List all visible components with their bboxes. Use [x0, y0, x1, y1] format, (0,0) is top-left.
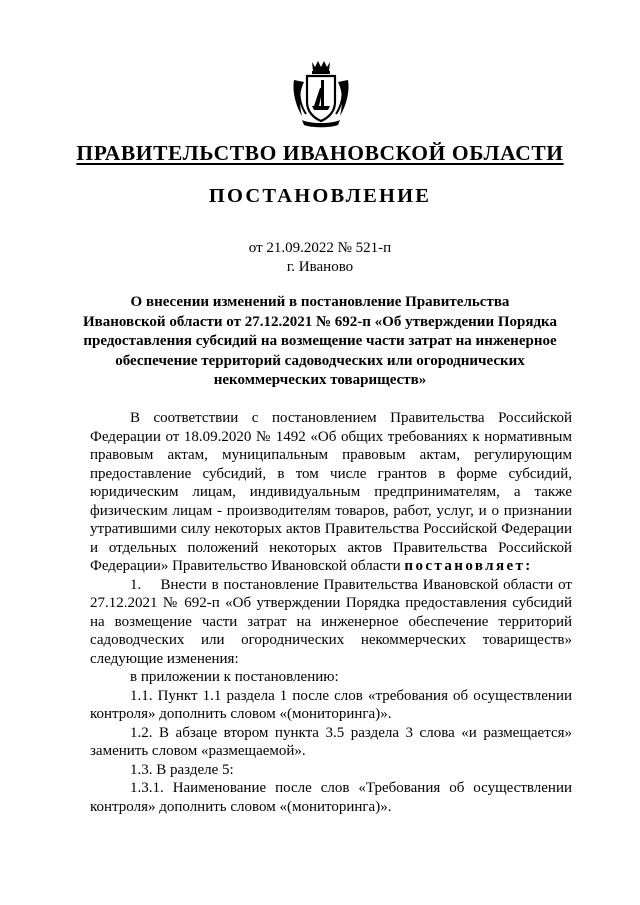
- document-body: [90, 409, 576, 816]
- subject-line: обеспечение территорий садоводческих или огороднических: [115, 352, 525, 369]
- coat-of-arms-icon: [290, 58, 352, 130]
- subject-line: некоммерческих товариществ»: [213, 372, 427, 388]
- document-type: ПОСТАНОВЛЕНИЕ: [208, 185, 432, 207]
- item-1-3-1: 1.3.1. Наименование после слов «Требования об осуществлении контроля» дополнить словом «(мониторинга)».: [90, 780, 572, 815]
- preamble-paragraph: [90, 409, 572, 576]
- item-1-2: 1.2. В абзаце втором пункта 3.5 раздела 3 слова «и размещается» заменить словом «размещаемой».: [90, 724, 572, 759]
- resolves-word: постановляет:: [404, 558, 533, 574]
- date-number: от 21.09.2022 № 521-п: [248, 240, 392, 256]
- organization-title: ПРАВИТЕЛЬСТВО ИВАНОВСКОЙ ОБЛАСТИ: [76, 141, 564, 165]
- subject-line: предоставления субсидий на возмещение части затрат на инженерное: [83, 333, 557, 349]
- preamble-text: В соответствии с постановлением Правительства Российской Федерации от 18.09.2020 № 1492 «Об общих требованиях к нормативным правовым актам, муниципальным правовым актам, регулирующим предоставление субсидий, в том числе грантов в форме субсидий, юридическим лицам, индивидуальным предпринимателям, а также физическим лицам - производителям товаров, работ, услуг, и о признании утратившими силу некоторых актов Правительства Российской Федерации и отдельных положений некоторых актов Правительства Российской Федерации» Правительство Ивановской области: [90, 410, 572, 574]
- item-1: 1. Внести в постановление Правительства Ивановской области от 27.12.2021 № 692-п «Об утверждении Порядка предоставления субсидий на возмещение части затрат на инженерное обеспечение территорий садоводческих или огороднических некоммерческих товариществ» следующие изменения:: [90, 576, 576, 667]
- item-1-3: 1.3. В разделе 5:: [130, 761, 234, 778]
- document-subject: [80, 293, 560, 391]
- date-and-place: [0, 239, 640, 277]
- subject-line: О внесении изменений в постановление Правительства: [130, 294, 510, 310]
- item-1-intro: в приложении к постановлению:: [130, 669, 339, 685]
- city: г. Иваново: [286, 259, 354, 275]
- item-1-1: 1.1. Пункт 1.1 раздела 1 после слов «требования об осуществлении контроля» дополнить словом «(мониторинга)».: [90, 687, 572, 722]
- subject-line: Ивановской области от 27.12.2021 № 692-п «Об утверждении Порядка: [83, 313, 557, 330]
